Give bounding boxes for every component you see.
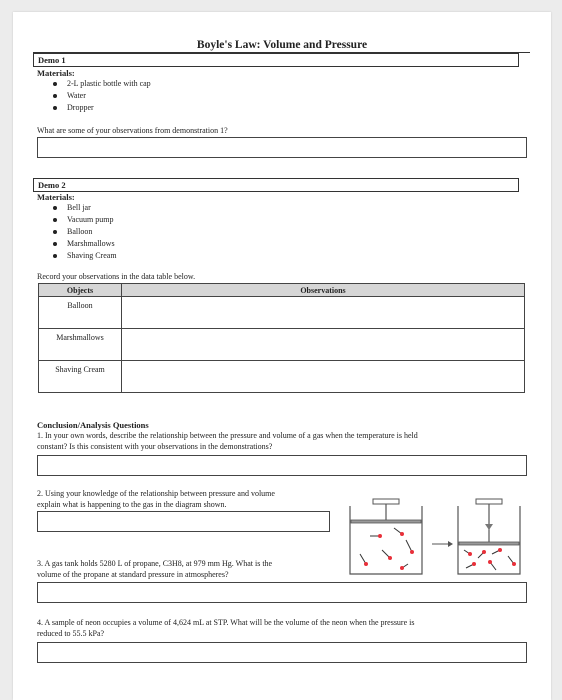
demo2-materials-list (37, 202, 117, 262)
particle-icon (482, 550, 486, 554)
demo1-materials-list (37, 78, 151, 114)
demo2-header (33, 178, 519, 192)
table-cell-observation[interactable] (122, 297, 525, 329)
arrow-right-icon (432, 541, 453, 547)
list-item: Marshmallows (37, 238, 117, 250)
demo1-question: What are some of your observations from demonstration 1? (37, 126, 228, 135)
table-cell-observation[interactable] (122, 361, 525, 393)
question-3-line-1: 3. A gas tank holds 5280 L of propane, C3H8, at 979 mm Hg. What is the (37, 559, 273, 568)
particle-icon (388, 556, 392, 560)
worksheet-title: Boyle's Law: Volume and Pressure (196, 39, 368, 51)
list-item: Vacuum pump (37, 214, 117, 226)
demo1-materials-label: Materials: (37, 68, 75, 78)
question-1-line-1: 1. In your own words, describe the relationship between the pressure and volume of a gas when the temperature is held (37, 431, 418, 440)
gas-compression-diagram (346, 498, 524, 578)
table-header-observations: Observations (122, 284, 525, 297)
particle-icon (364, 562, 368, 566)
question-4 (37, 618, 537, 639)
particle-icon (378, 534, 382, 538)
particle-icon (488, 560, 492, 564)
question-1-answer-box[interactable] (37, 455, 527, 476)
table-row (39, 329, 525, 361)
question-4-line-1: 4. A sample of neon occupies a volume of 4,624 mL at STP. What will be the volume of the neon when the pressure is (37, 618, 415, 627)
observations-table (38, 283, 525, 393)
particle-icon (400, 532, 404, 536)
demo1-header (33, 53, 519, 67)
table-cell-object: Marshmallows (39, 329, 122, 361)
question-3 (37, 559, 337, 580)
list-item: Water (37, 90, 151, 102)
question-3-answer-box[interactable] (37, 582, 527, 603)
down-arrow-icon (485, 524, 493, 530)
particle-icon (400, 566, 404, 570)
question-4-line-2: reduced to 55.5 kPa? (37, 628, 105, 638)
particle-icon (410, 550, 414, 554)
gas-particles-after (464, 548, 516, 570)
question-2 (37, 489, 337, 510)
demo2-materials-label: Materials: (37, 192, 75, 202)
question-2-line-1: 2. Using your knowledge of the relationship between pressure and volume (37, 489, 275, 498)
list-item: 2-L plastic bottle with cap (37, 78, 151, 90)
table-cell-object: Shaving Cream (39, 361, 122, 393)
question-4-answer-box[interactable] (37, 642, 527, 663)
table-cell-observation[interactable] (122, 329, 525, 361)
conclusion-heading: Conclusion/Analysis Questions (37, 420, 149, 430)
list-item: Dropper (37, 102, 151, 114)
particle-icon (498, 548, 502, 552)
table-row (39, 297, 525, 329)
particle-icon (512, 562, 516, 566)
demo2-label: Demo 2 (38, 180, 66, 190)
question-1 (37, 431, 537, 452)
worksheet-page (13, 12, 551, 700)
table-intro: Record your observations in the data table below. (37, 272, 196, 281)
table-cell-object: Balloon (39, 297, 122, 329)
list-item: Bell jar (37, 202, 117, 214)
table-header-objects: Objects (39, 284, 122, 297)
question-2-line-2: explain what is happening to the gas in the diagram shown. (37, 499, 227, 509)
container-before (350, 499, 422, 574)
list-item: Shaving Cream (37, 250, 117, 262)
question-3-line-2: volume of the propane at standard pressure in atmospheres? (37, 569, 229, 579)
demo1-answer-box[interactable] (37, 137, 527, 158)
question-1-line-2: constant? Is this consistent with your observations in the demonstrations? (37, 441, 273, 451)
particle-icon (472, 562, 476, 566)
particle-icon (468, 552, 472, 556)
demo1-label: Demo 1 (38, 55, 66, 65)
question-2-answer-box[interactable] (37, 511, 330, 532)
gas-particles-before (360, 528, 414, 570)
table-row (39, 361, 525, 393)
list-item: Balloon (37, 226, 117, 238)
